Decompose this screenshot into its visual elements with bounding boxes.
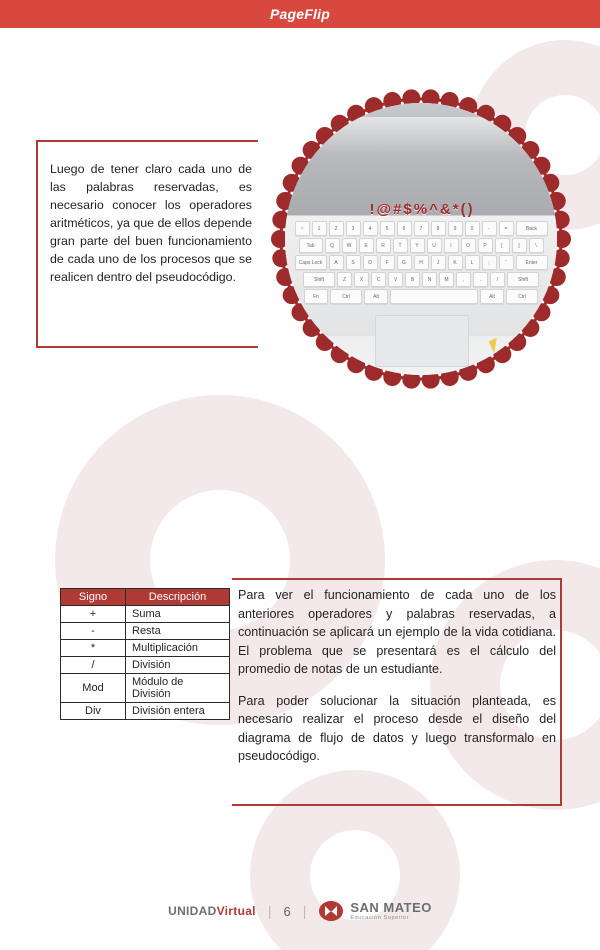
keyboard-key: Caps Lock bbox=[295, 255, 327, 270]
symbol-key: @ bbox=[376, 201, 392, 218]
keyboard-key: ' bbox=[499, 255, 514, 270]
san-mateo-mark-icon bbox=[318, 900, 344, 922]
keyboard-key: - bbox=[482, 221, 497, 236]
brand-text bbox=[350, 901, 432, 922]
right-paragraph-1: Para ver el funcionamiento de cada uno de los anteriores operadores y palabras reservadas, a continuación se aplicará un ejemplo de la vida cotidiana. El problema que se presentará es el cálculo del promedio de notas de un estudiante. bbox=[238, 588, 556, 676]
keyboard-key: M bbox=[439, 272, 454, 287]
brand-logo bbox=[318, 900, 432, 922]
keyboard-key: [ bbox=[495, 238, 510, 253]
keyboard-key: , bbox=[456, 272, 471, 287]
footer-unidad-bold: UNIDAD bbox=[168, 904, 217, 918]
keyboard-key: Z bbox=[337, 272, 352, 287]
page-footer bbox=[0, 900, 600, 922]
keyboard-key: 4 bbox=[363, 221, 378, 236]
keyboard-key: 8 bbox=[431, 221, 446, 236]
keyboard-key: B bbox=[405, 272, 420, 287]
keyboard-key: 7 bbox=[414, 221, 429, 236]
keyboard-key bbox=[390, 289, 478, 304]
footer-unidad-light: Virtual bbox=[216, 904, 256, 918]
cursor-icon bbox=[489, 338, 503, 354]
right-paragraph-2: Para poder solucionar la situación planteada, es necesario realizar el proceso desde el diseño del diagrama de flujo de datos y luego transformalo en pseudocódigo. bbox=[238, 693, 556, 763]
table-cell-description: División entera bbox=[126, 703, 230, 720]
keyboard-key: S bbox=[346, 255, 361, 270]
keyboard-keys bbox=[285, 221, 557, 306]
keyboard-key: X bbox=[354, 272, 369, 287]
laptop-illustration bbox=[285, 103, 557, 375]
operators-table bbox=[60, 588, 230, 720]
symbol-key: % bbox=[413, 201, 428, 218]
keyboard-key: Shift bbox=[507, 272, 539, 287]
keyboard-key: Q bbox=[325, 238, 340, 253]
table-cell-description: Suma bbox=[126, 606, 230, 623]
symbol-key: $ bbox=[403, 201, 412, 218]
keyboard-row bbox=[285, 238, 557, 253]
keyboard-key: 5 bbox=[380, 221, 395, 236]
symbol-key: ( bbox=[460, 201, 466, 218]
keyboard-key: I bbox=[444, 238, 459, 253]
table-row bbox=[61, 623, 230, 640]
page-number: 6 bbox=[283, 903, 291, 919]
keyboard-key: ~ bbox=[295, 221, 310, 236]
footer-separator: | bbox=[267, 903, 272, 919]
footer-separator: | bbox=[302, 903, 307, 919]
keyboard-key: E bbox=[359, 238, 374, 253]
keyboard-key: Fn bbox=[304, 289, 328, 304]
brand-name: SAN MATEO bbox=[350, 899, 432, 915]
keyboard-key: K bbox=[448, 255, 463, 270]
keyboard-key: . bbox=[473, 272, 488, 287]
table-body bbox=[61, 606, 230, 720]
keyboard-key: Ctrl bbox=[330, 289, 362, 304]
touchpad bbox=[375, 315, 469, 367]
keyboard-key: 3 bbox=[346, 221, 361, 236]
keyboard-key: V bbox=[388, 272, 403, 287]
right-text-block bbox=[238, 586, 556, 779]
footer-unidad-virtual bbox=[168, 904, 256, 918]
keyboard-key: J bbox=[431, 255, 446, 270]
keyboard-key: 0 bbox=[465, 221, 480, 236]
keyboard-key: / bbox=[490, 272, 505, 287]
app-title: PageFlip bbox=[270, 6, 330, 22]
keyboard-key: Alt bbox=[364, 289, 388, 304]
brand-subtitle: Educación Superior bbox=[350, 914, 410, 921]
keyboard-key: 9 bbox=[448, 221, 463, 236]
keyboard-key: H bbox=[414, 255, 429, 270]
table-cell-description: Multiplicación bbox=[126, 640, 230, 657]
keyboard-row bbox=[285, 272, 557, 287]
keyboard-key: 2 bbox=[329, 221, 344, 236]
keyboard-key: F bbox=[380, 255, 395, 270]
keyboard-key: ] bbox=[512, 238, 527, 253]
table-cell-description: Resta bbox=[126, 623, 230, 640]
keyboard-key: Y bbox=[410, 238, 425, 253]
table-cell-description: División bbox=[126, 657, 230, 674]
keyboard-key: P bbox=[478, 238, 493, 253]
keyboard-key: O bbox=[461, 238, 476, 253]
keyboard-key: ; bbox=[482, 255, 497, 270]
symbol-key: & bbox=[439, 201, 451, 218]
table-row bbox=[61, 657, 230, 674]
table-cell-sign: - bbox=[61, 623, 126, 640]
table-cell-sign: Div bbox=[61, 703, 126, 720]
keyboard-key: Tab bbox=[299, 238, 323, 253]
screen-reflection bbox=[285, 117, 557, 157]
symbol-key: ^ bbox=[429, 201, 438, 218]
symbol-key: ! bbox=[369, 201, 375, 218]
table-cell-description: Módulo de División bbox=[126, 674, 230, 703]
table-cell-sign: / bbox=[61, 657, 126, 674]
table-header-signo: Signo bbox=[61, 589, 126, 606]
keyboard-key: L bbox=[465, 255, 480, 270]
keyboard-key: U bbox=[427, 238, 442, 253]
table-header-descripcion: Descripción bbox=[126, 589, 230, 606]
keyboard-key: 1 bbox=[312, 221, 327, 236]
keyboard-key: Alt bbox=[480, 289, 504, 304]
table-cell-sign: * bbox=[61, 640, 126, 657]
keyboard-key: N bbox=[422, 272, 437, 287]
table-row bbox=[61, 640, 230, 657]
keyboard-row bbox=[285, 255, 557, 270]
keyboard-key: R bbox=[376, 238, 391, 253]
keyboard-row bbox=[285, 289, 557, 304]
keyboard-key: G bbox=[397, 255, 412, 270]
keyboard-key: \ bbox=[529, 238, 544, 253]
keyboard-key: W bbox=[342, 238, 357, 253]
symbol-row bbox=[285, 201, 557, 218]
photo-circle-clip bbox=[285, 103, 557, 375]
table-cell-sign: + bbox=[61, 606, 126, 623]
symbol-key: * bbox=[452, 201, 459, 218]
table-cell-sign: Mod bbox=[61, 674, 126, 703]
keyboard-key: Enter bbox=[516, 255, 548, 270]
top-bar bbox=[0, 0, 600, 28]
keyboard-key: = bbox=[499, 221, 514, 236]
keyboard-key: 6 bbox=[397, 221, 412, 236]
table-row bbox=[61, 674, 230, 703]
symbol-key: # bbox=[393, 201, 402, 218]
keyboard-key: Shift bbox=[303, 272, 335, 287]
keyboard-key: D bbox=[363, 255, 378, 270]
keyboard-key: Ctrl bbox=[506, 289, 538, 304]
keyboard-key: A bbox=[329, 255, 344, 270]
keyboard-key: C bbox=[371, 272, 386, 287]
keyboard-photo bbox=[268, 73, 574, 405]
intro-paragraph: Luego de tener claro cada uno de las palabras reservadas, es necesario conocer los operadores aritméticos, ya que de ellos depende gran parte del buen funcionamiento de cada uno de los procesos que se realicen dentro del pseudocódigo. bbox=[50, 162, 252, 284]
keyboard-row bbox=[285, 221, 557, 236]
table-header-row bbox=[61, 589, 230, 606]
table-row bbox=[61, 606, 230, 623]
symbol-key: ) bbox=[467, 201, 473, 218]
table-row bbox=[61, 703, 230, 720]
keyboard-key: Back bbox=[516, 221, 548, 236]
keyboard-key: T bbox=[393, 238, 408, 253]
